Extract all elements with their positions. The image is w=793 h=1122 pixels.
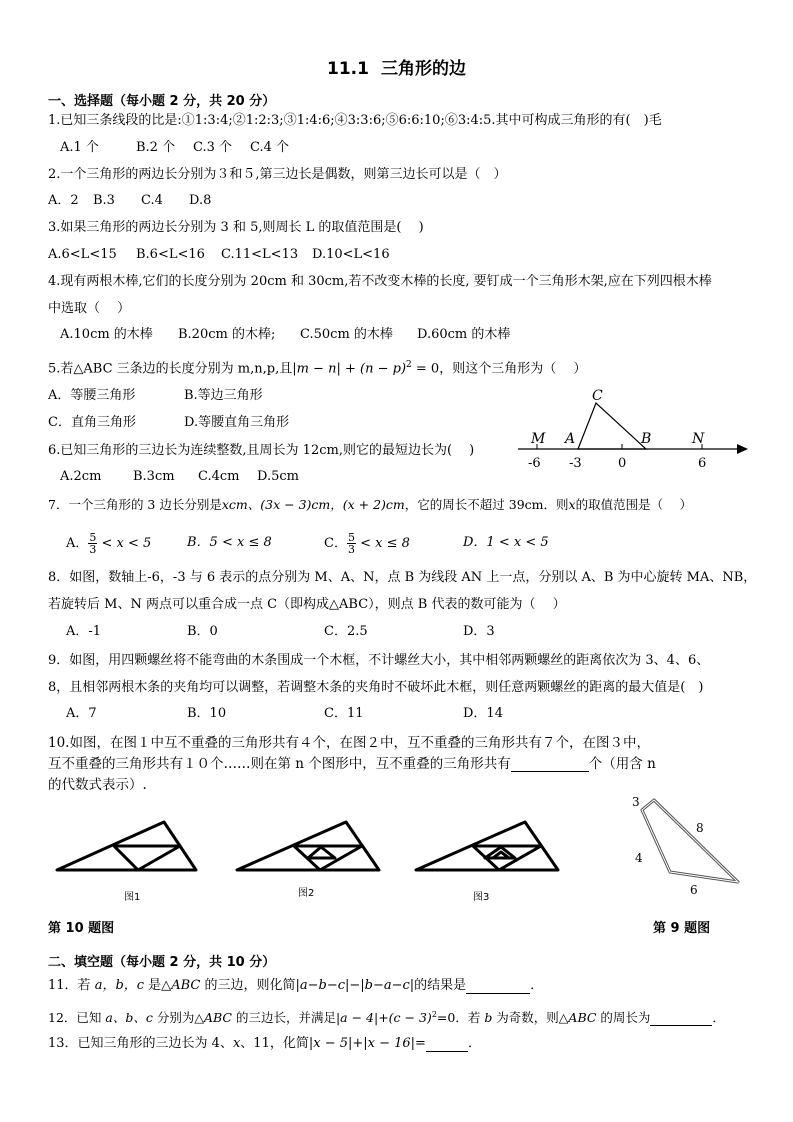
q7-side2: 、(3x − 3)cm bbox=[247, 497, 331, 512]
q10-line1: 10.如图，在图１中互不重叠的三角形共有４个，在图２中，互不重叠的三角形共有７个，在图３中， bbox=[48, 735, 650, 751]
q10-line2 bbox=[48, 756, 656, 772]
title-number: 11.1 bbox=[327, 59, 369, 79]
q1-stem: 1.已知三条线段的比是:①1:3:4;②1:2:3;③1:4:6;④3:3:6;⑤6:6:10;⑥3:4:5.其中可构成三角形的有( )毛 bbox=[48, 113, 662, 128]
q13-stem bbox=[48, 1036, 481, 1052]
q3-stem: 3.如果三角形的两边长分别为 3 和 5,则周长 L 的取值范围是( ) bbox=[48, 220, 424, 235]
q12-triangle: ABC bbox=[203, 1010, 232, 1026]
q9-option-c: C．11 bbox=[324, 706, 364, 721]
q2-stem: 2.一个三角形的两边长分别为３和５,第三边长是偶数，则第三边长可以是（ ） bbox=[48, 167, 507, 182]
q12-text-e: 为奇数，则△ bbox=[492, 1010, 569, 1026]
q12-variables: a、b、c bbox=[105, 1010, 153, 1026]
q7-side3: ，(x + 2)cm bbox=[330, 497, 405, 512]
q7-option-a-numerator: 5 bbox=[89, 531, 97, 544]
page-title bbox=[0, 54, 793, 79]
frame-label-4: 4 bbox=[635, 851, 643, 865]
q11-text-b: 是△ bbox=[144, 978, 172, 993]
q8-stem-line1: 8．如图，数轴上-6，-3 与 6 表示的点分别为 M、A、N，点 B 为线段 AN 上一点，分别以 A、B 为中心旋转 MA、NB， bbox=[48, 570, 757, 585]
q11-text-c: 的三边，则化简 bbox=[200, 978, 296, 993]
q12-triangle-2: ABC bbox=[568, 1010, 597, 1026]
q12-variable-b: b bbox=[484, 1010, 493, 1026]
q12-exponent: 2 bbox=[431, 1010, 437, 1019]
q8-stem-line2: 若旋转后 M、N 两点可以重合成一点 C（即构成△ABC），则点 B 代表的数可能为（ ） bbox=[48, 597, 566, 612]
q11-answer-blank bbox=[466, 979, 530, 994]
q5-stem-start: 5.若△ABC 三条边的长度分别为 m,n,p,且 bbox=[48, 361, 293, 377]
q13-equals: = bbox=[415, 1036, 426, 1051]
q10-line3: 的代数式表示）. bbox=[48, 777, 147, 793]
q12-expression: |a − 4|+(c − 3) bbox=[335, 1010, 432, 1026]
figure-9-label: 第 9 题图 bbox=[653, 921, 711, 936]
q7-stem bbox=[48, 497, 692, 513]
q13-text-b: 、11，化简 bbox=[240, 1036, 309, 1051]
tick-label-0: 0 bbox=[618, 456, 627, 471]
q7-option-a-fraction bbox=[88, 532, 97, 555]
q13-variable: x bbox=[232, 1036, 241, 1051]
figure-3-caption: 图3 bbox=[473, 892, 490, 903]
q4-option-a: A.10cm 的木棒 bbox=[60, 327, 153, 342]
q4-option-c: C.50cm 的木棒 bbox=[300, 327, 393, 342]
q2-option-b: B.3 bbox=[93, 193, 115, 208]
q1-option-a: A.1 个 bbox=[60, 140, 99, 155]
q4-stem-line2: 中选取（ ） bbox=[48, 301, 131, 316]
q10-line2-end: 个（用含 n bbox=[588, 756, 656, 772]
q4-stem-line1: 4.现有两根木棒,它们的长度分别为 20cm 和 30cm,若不改变木棒的长度, 要钉成一个三角形木架,应在下列四根木棒 bbox=[48, 274, 712, 289]
figure-3 bbox=[413, 818, 561, 874]
figure-1 bbox=[54, 818, 199, 874]
q5-stem-end: ，则这个三角形为（ ） bbox=[439, 361, 587, 377]
q11-variables: a，b，c bbox=[94, 978, 145, 993]
q5-square-expression: (n − p) bbox=[360, 361, 407, 377]
q2-option-a: A．2 bbox=[48, 193, 79, 208]
q2-option-d: D.8 bbox=[189, 193, 212, 208]
tick-label-minus6: -6 bbox=[528, 456, 541, 471]
q12-text-b: 分别为△ bbox=[152, 1010, 204, 1026]
title-text: 三角形的边 bbox=[380, 59, 466, 79]
q9-stem-line1: 9．如图，用四颗螺丝将不能弯曲的木条围成一个木框，不计螺丝大小，其中相邻两颗螺丝的距离依次为 3、4、6、 bbox=[48, 653, 710, 668]
q1-option-b: B.2 个 bbox=[136, 140, 176, 155]
q5-exponent: 2 bbox=[406, 360, 412, 370]
triangle-abc bbox=[578, 403, 646, 449]
q10-answer-blank bbox=[511, 757, 589, 772]
section-choice-heading: 一、选择题（每小题 2 分，共 20 分） bbox=[48, 94, 276, 109]
q6-stem: 6.已知三角形的三边长为连续整数,且周长为 12cm,则它的最短边长为( ) bbox=[48, 443, 475, 458]
q1-option-d: C.4 个 bbox=[250, 140, 290, 155]
q7-variable: x bbox=[568, 497, 576, 512]
q7-option-c-denominator: 3 bbox=[347, 543, 355, 556]
wooden-frame-figure bbox=[620, 790, 750, 895]
tick-label-6: 6 bbox=[698, 456, 707, 471]
q7-option-c bbox=[324, 532, 410, 555]
q12-text-d: =0．若 bbox=[436, 1010, 485, 1026]
q5-abs-expression: |m − n| bbox=[292, 361, 341, 377]
tick-label-minus3: -3 bbox=[569, 456, 582, 471]
q13-answer-blank bbox=[426, 1037, 468, 1052]
q7-option-c-fraction bbox=[347, 532, 356, 555]
q5-stem bbox=[48, 357, 586, 377]
q5-option-c: C．直角三角形 bbox=[48, 415, 136, 430]
label-m: M bbox=[531, 431, 546, 447]
figure-2-caption: 图2 bbox=[298, 888, 315, 899]
number-line-arrow bbox=[737, 444, 748, 454]
q11-start: 11．若 bbox=[48, 978, 95, 993]
number-line-figure bbox=[508, 383, 758, 473]
q7-stem-middle: ，它的周长不超过 39cm．则 bbox=[404, 497, 569, 512]
q7-side1: xcm bbox=[221, 497, 248, 512]
q3-option-d: D.10<L<16 bbox=[312, 247, 390, 262]
q11-stem bbox=[48, 978, 543, 994]
q13-end: ． bbox=[467, 1036, 481, 1051]
q12-stem bbox=[48, 1007, 725, 1026]
frame-label-3: 3 bbox=[632, 795, 640, 809]
q12-end: ． bbox=[712, 1010, 725, 1026]
q5-option-a: A．等腰三角形 bbox=[48, 388, 136, 403]
q8-option-b: B．0 bbox=[187, 624, 218, 639]
q6-option-a: A.2cm bbox=[60, 469, 102, 484]
q7-option-a-inequality: < x < 5 bbox=[101, 536, 152, 551]
q9-option-d: D．14 bbox=[463, 706, 503, 721]
q7-stem-start: 7．一个三角形的 3 边长分别是 bbox=[48, 497, 222, 512]
q7-option-c-inequality: < x ≤ 8 bbox=[360, 536, 410, 551]
q11-end: ． bbox=[530, 978, 544, 993]
q12-answer-blank bbox=[650, 1011, 712, 1026]
q5-equals-zero: = 0 bbox=[415, 361, 440, 377]
q7-option-c-numerator: 5 bbox=[347, 531, 355, 544]
q3-option-a: A.6<L<15 bbox=[48, 247, 117, 262]
q7-option-d: D．1 < x < 5 bbox=[463, 535, 549, 550]
frame-label-8: 8 bbox=[696, 821, 704, 835]
q4-option-b: B.20cm 的木棒; bbox=[178, 327, 276, 342]
q7-stem-end: 的取值范围是（ ） bbox=[575, 497, 693, 512]
q11-expression: |a−b−c|−|b−a−c| bbox=[295, 978, 415, 993]
q7-option-b: B．5 < x ≤ 8 bbox=[187, 535, 272, 550]
q3-option-b: B.6<L<16 bbox=[136, 247, 205, 262]
q10-line2-start: 互不重叠的三角形共有１０个……则在第 n 个图形中，互不重叠的三角形共有 bbox=[48, 756, 511, 772]
figure-10-label: 第 10 题图 bbox=[48, 921, 115, 936]
label-b: B bbox=[641, 431, 652, 447]
q7-option-a bbox=[66, 532, 151, 555]
q6-option-b: B.3cm bbox=[133, 469, 175, 484]
q2-option-c: C.4 bbox=[141, 193, 163, 208]
q7-option-c-label: C． bbox=[324, 536, 347, 551]
q12-start: 12．已知 bbox=[48, 1010, 106, 1026]
q11-triangle: ABC bbox=[171, 978, 201, 993]
label-n: N bbox=[692, 431, 705, 447]
q13-expression: |x − 5|+|x − 16| bbox=[308, 1036, 416, 1051]
q8-option-c: C．2.5 bbox=[324, 624, 368, 639]
frame-label-6: 6 bbox=[690, 883, 698, 895]
q9-stem-line2: 8，且相邻两根木条的夹角均可以调整，若调整木条的夹角时不破坏此木框，则任意两颗螺丝的距离的最大值是( ) bbox=[48, 680, 704, 695]
figure-2 bbox=[234, 818, 382, 874]
q5-option-b: B.等边三角形 bbox=[184, 388, 263, 403]
q6-option-c: C.4cm bbox=[198, 469, 240, 484]
q13-start: 13．已知三角形的三边长为 4、 bbox=[48, 1036, 233, 1051]
q9-option-a: A．7 bbox=[66, 706, 97, 721]
q1-option-c: C.3 个 bbox=[193, 140, 233, 155]
q5-option-d: D.等腰直角三角形 bbox=[184, 415, 290, 430]
q6-option-d: D.5cm bbox=[257, 469, 299, 484]
label-c: C bbox=[592, 388, 603, 404]
q7-option-a-denominator: 3 bbox=[89, 543, 97, 556]
q7-option-a-label: A． bbox=[66, 536, 89, 551]
q5-plus: + bbox=[344, 361, 356, 377]
q8-option-a: A．-1 bbox=[66, 624, 102, 639]
q8-option-d: D．3 bbox=[463, 624, 495, 639]
q4-option-d: D.60cm 的木棒 bbox=[417, 327, 511, 342]
q12-text-f: 的周长为 bbox=[596, 1010, 651, 1026]
q12-text-c: 的三边长，并满足 bbox=[231, 1010, 336, 1026]
section-fill-heading: 二、填空题（每小题 2 分，共 10 分） bbox=[48, 955, 276, 970]
q3-option-c: C.11<L<13 bbox=[221, 247, 299, 262]
label-a: A bbox=[565, 431, 576, 447]
q11-text-d: 的结果是 bbox=[414, 978, 467, 993]
figure-1-caption: 图1 bbox=[124, 892, 141, 903]
q9-option-b: B．10 bbox=[187, 706, 227, 721]
